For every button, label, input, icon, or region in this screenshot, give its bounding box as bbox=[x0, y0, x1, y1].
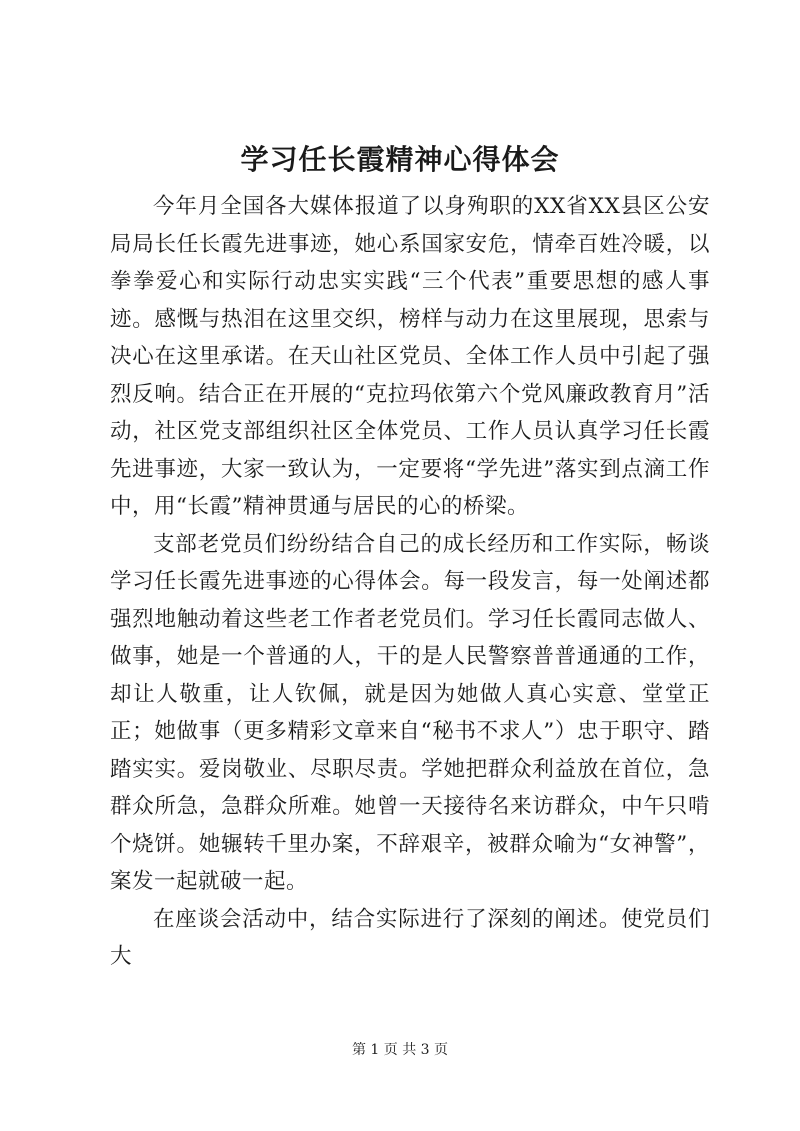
paragraph-1: 今年月全国各大媒体报道了以身殉职的XX省XX县区公安局局长任长霞先进事迹，她心系国家安危，情牵百姓冷暖，以拳拳爱心和实际行动忠实实践“三个代表”重要思想的感人事迹。感慨与热泪在这里交织，榜样与动力在这里展现，思索与决心在这里承诺。在天山社区党员、全体工作人员中引起了强烈反响。结合正在开展的“克拉玛依第六个党风廉政教育月”活动，社区党支部组织社区全体党员、工作人员认真学习任长霞先进事迹，大家一致认为，一定要将“学先进”落实到点滴工作中，用“长霞”精神贯通与居民的心的桥梁。 bbox=[110, 194, 710, 519]
document-body bbox=[110, 188, 710, 976]
paragraph-2: 支部老党员们纷纷结合自己的成长经历和工作实际，畅谈学习任长霞先进事迹的心得体会。每一段发言，每一处阐述都强烈地触动着这些老工作者老党员们。学习任长霞同志做人、做事，她是一个普通的人，干的是人民警察普普通通的工作，却让人敬重，让人钦佩，就是因为她做人真心实意、堂堂正正；她做事（更多精彩文章来自“秘书不求人”）忠于职守、踏踏实实。爱岗敬业、尽职尽责。学她把群众利益放在首位，急群众所急，急群众所难。她曾一天接待名来访群众，中午只啃个烧饼。她辗转千里办案，不辞艰辛，被群众喻为“女神警”，案发一起就破一起。 bbox=[110, 531, 710, 894]
paragraph-3: 在座谈会活动中，结合实际进行了深刻的阐述。使党员们大 bbox=[110, 906, 710, 969]
document-title: 学习任长霞精神心得体会 bbox=[240, 143, 560, 176]
page-number-footer: 第 1 页 共 3 页 bbox=[351, 1042, 449, 1058]
